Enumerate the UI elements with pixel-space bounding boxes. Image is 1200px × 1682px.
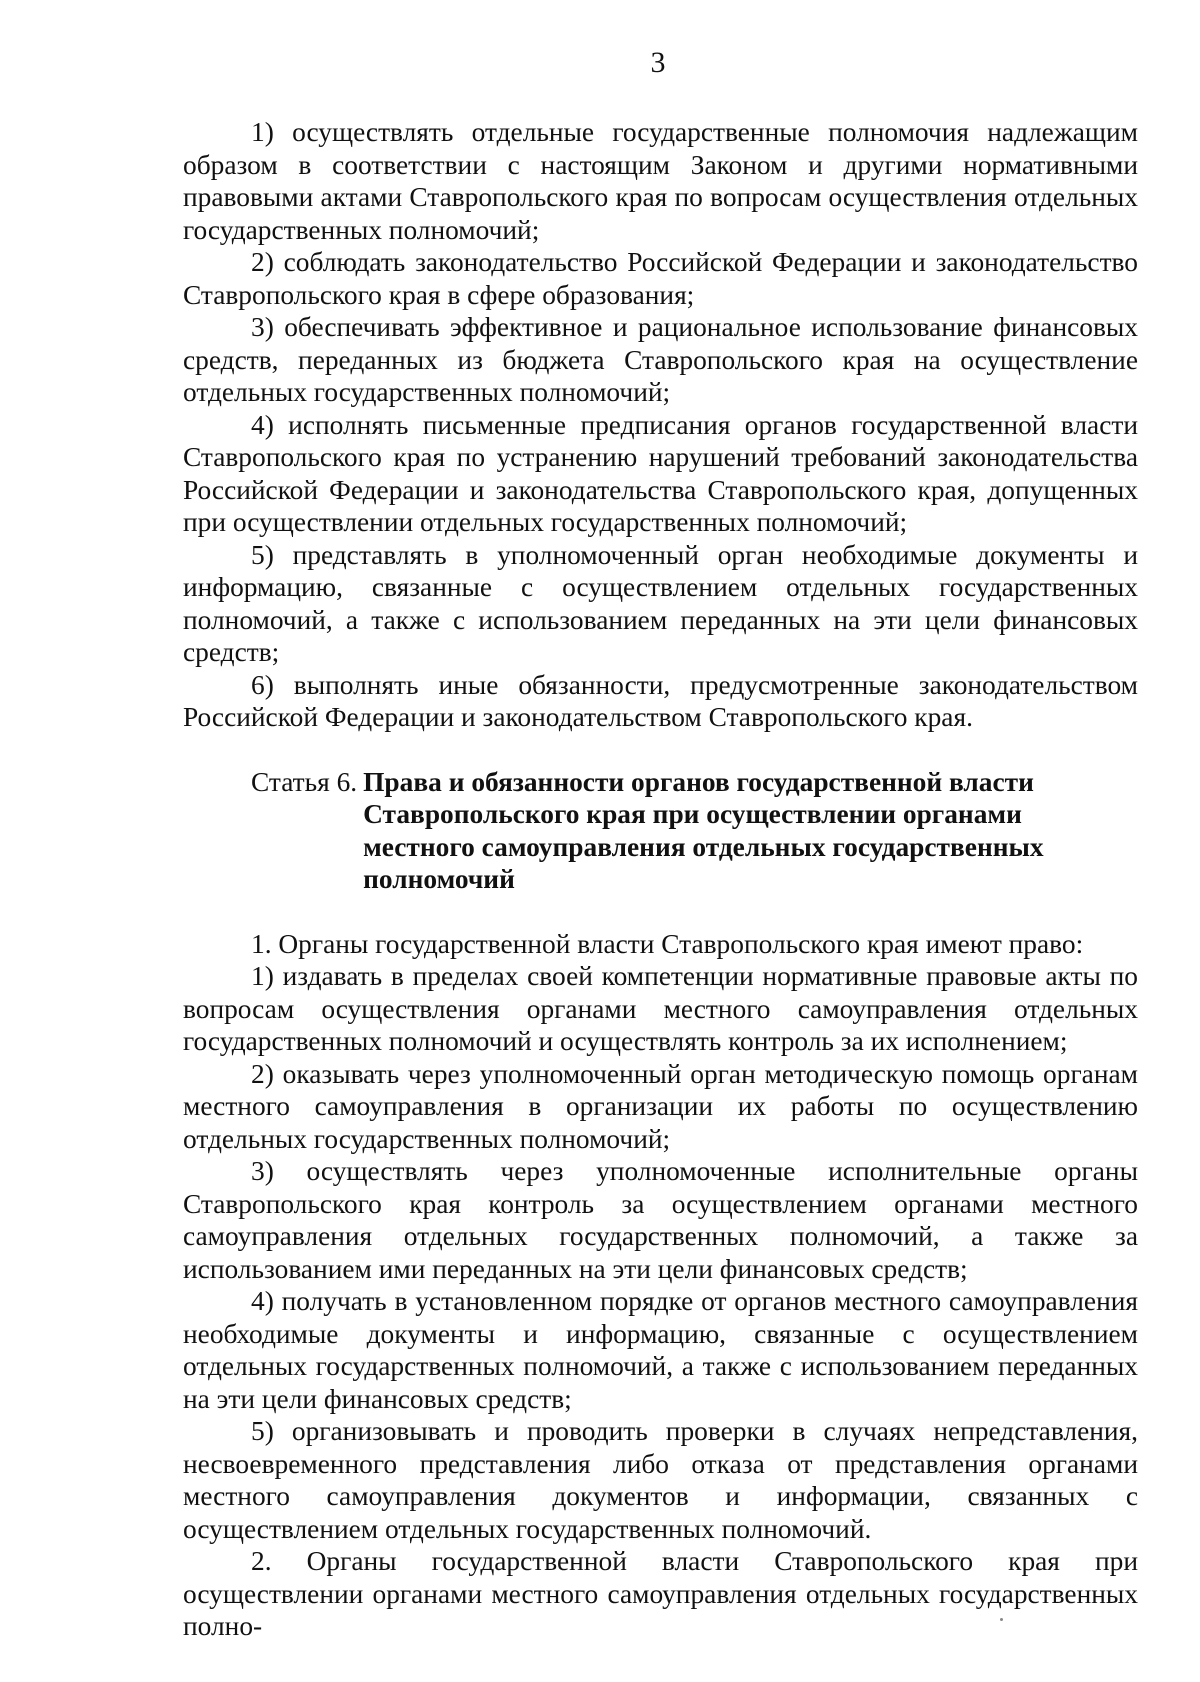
paragraph-duty-5: 5) представлять в уполномоченный орган необходимые документы и информацию, связанные с осуществлением отдельных государственных полномочий, а также с использованием переданных на эти цели финансовых средств; (183, 539, 1138, 667)
paragraph-duty-1: 1) осуществлять отдельные государственные полномочия надлежащим образом в соответствии с настоящим Законом и другими нормативными правовыми актами Ставропольского края по вопросам осуществления отдельных государственных полномочий; (183, 117, 1138, 245)
paragraph-section-2: 2. Органы государственной власти Ставропольского края при осуществлении органами местного самоуправления отдельных государственных полно- (183, 1546, 1138, 1641)
page-number: 3 (650, 46, 666, 79)
paragraph-right-5: 5) организовывать и проводить проверки в случаях непредставления, несвоевременного представления либо отказа от представления органами местного самоуправления документов и информации, связанных с осуществлением отдельных государственных полномочий. (183, 1416, 1138, 1544)
scan-speck (1000, 1618, 1003, 1621)
paragraph-right-2: 2) оказывать через уполномоченный орган методическую помощь органам местного самоуправления в организации их работы по осуществлению отдельных государственных полномочий; (183, 1058, 1138, 1154)
paragraph-right-3: 3) осуществлять через уполномоченные исполнительные органы Ставропольского края контроль за осуществлением органами местного самоуправления отдельных государственных полномочий, а также за использованием ими переданных на эти цели финансовых средств; (183, 1156, 1138, 1284)
paragraph-duty-2: 2) соблюдать законодательство Российской Федерации и законодательство Ставропольского края в сфере образования; (183, 247, 1138, 310)
article-label: Статья 6. (251, 766, 358, 797)
paragraph-duty-6: 6) выполнять иные обязанности, предусмотренные законодательством Российской Федерации и законодательством Ставропольского края. (183, 669, 1138, 732)
paragraph-right-4: 4) получать в установленном порядке от органов местного самоуправления необходимые документы и информацию, связанные с осуществлением отдельных государственных полномочий, а также с использованием переданных на эти цели финансовых средств; (183, 1286, 1138, 1414)
article-heading (183, 766, 1138, 896)
paragraph-duty-3: 3) обеспечивать эффективное и рациональное использование финансовых средств, переданных из бюджета Ставропольского края на осуществление отдельных государственных полномочий; (183, 312, 1138, 407)
paragraph-duty-4: 4) исполнять письменные предписания органов государственной власти Ставропольского края по устранению нарушений требований законодательства Российской Федерации и законодательства Ставропольского края, допущенных при осуществлении отдельных государственных полномочий; (183, 409, 1138, 537)
paragraph-right-1: 1) издавать в пределах своей компетенции нормативные правовые акты по вопросам осуществления органами местного самоуправления отдельных государственных полномочий и осуществлять контроль за их исполнением; (183, 961, 1138, 1056)
article-title: Права и обязанности органов государственной власти Ставропольского края при осуществлении органами местного самоуправления отдельных государственных полномочий (363, 766, 1044, 894)
paragraph-rights-intro: 1. Органы государственной власти Ставропольского края имеют право: (251, 928, 1084, 959)
document-body (183, 116, 1138, 1643)
